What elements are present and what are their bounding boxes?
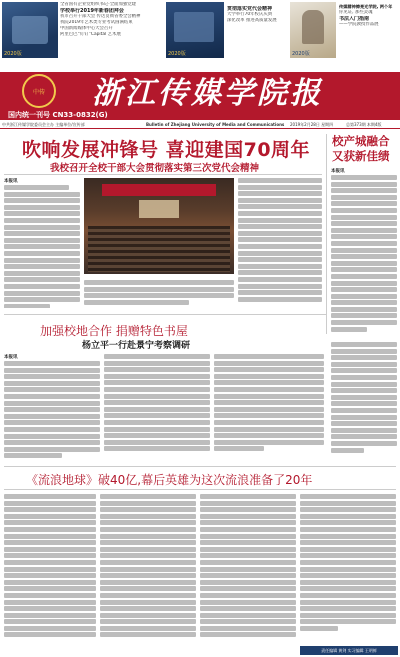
text-line <box>100 586 196 591</box>
text-line <box>300 593 396 598</box>
text-line <box>104 446 210 451</box>
text-line <box>100 527 196 532</box>
thumbnail-figure <box>12 16 48 44</box>
top-headline[interactable]: 我院2019年艺术类专业考试圆满结束 <box>60 20 133 25</box>
text-line <box>100 619 196 624</box>
text-line <box>238 237 322 242</box>
third-headline[interactable]: 《流浪地球》破40亿,幕后英雄为这次流浪准备了20年 <box>26 473 313 487</box>
second-subheadline: 杨立平一行赴景宁考察调研 <box>82 341 191 351</box>
text-line <box>84 300 189 305</box>
issue-info-bar <box>0 120 400 129</box>
text-line <box>4 447 100 452</box>
publication-number-code: CN33-0832(G) <box>52 111 108 119</box>
section-divider <box>4 466 396 467</box>
text-line <box>4 297 80 302</box>
thumbnail-caption: 2020版 <box>4 51 22 57</box>
text-line <box>300 619 396 624</box>
top-headline[interactable]: 阿里巴巴“钉钉”Capital 艺术展 <box>60 32 121 37</box>
top-headline[interactable]: 你见证, 那些灵魂 <box>339 9 373 15</box>
text-line <box>100 613 196 618</box>
top-headline[interactable]: 全省国有企业党组织书记·全面加强党建 <box>60 2 137 7</box>
text-line <box>300 501 396 506</box>
text-line <box>4 420 100 425</box>
text-line <box>4 593 96 598</box>
text-line <box>300 626 338 631</box>
text-line <box>214 374 324 379</box>
top-headline[interactable]: 学校举行2019年新春团拜会 <box>60 8 124 14</box>
lead-subheadline: 我校召开全校干部大会贯彻落实第三次党代会精神 <box>50 163 260 174</box>
text-line <box>331 221 397 226</box>
text-line <box>331 362 397 367</box>
text-line <box>300 606 396 611</box>
text-line <box>300 600 396 605</box>
text-line <box>4 211 80 216</box>
text-line <box>84 293 234 298</box>
top-headline[interactable]: 中国新闻媒体中心大会召开 <box>60 26 113 31</box>
text-line <box>104 413 210 418</box>
top-headline[interactable]: 书法入门指南 <box>339 15 370 22</box>
text-line <box>4 494 96 499</box>
text-line <box>214 433 324 438</box>
text-line <box>100 580 196 585</box>
text-line <box>200 494 296 499</box>
text-line <box>331 208 397 213</box>
text-line <box>4 238 80 243</box>
text-line <box>200 514 296 519</box>
text-line <box>331 382 397 387</box>
text-line <box>331 215 397 220</box>
text-line <box>200 547 296 552</box>
text-line <box>214 367 324 372</box>
text-line <box>300 534 396 539</box>
second-headline[interactable]: 加强校地合作 捐赠特色书屋 <box>40 324 188 338</box>
article-byline: 本报讯 <box>331 169 345 174</box>
text-line <box>331 375 397 380</box>
text-line <box>331 274 397 279</box>
text-line <box>4 520 96 525</box>
english-title: Bulletin of Zhejiang University of Media and Communications <box>146 122 285 127</box>
text-line <box>331 368 397 373</box>
text-line <box>238 198 322 203</box>
text-line <box>4 440 100 445</box>
text-line <box>4 244 80 249</box>
page-footer: 责任编辑 黄剑 实习编辑 王明鲜 <box>300 646 398 655</box>
text-line <box>4 514 96 519</box>
text-line <box>331 320 397 325</box>
section-divider <box>4 314 326 315</box>
text-line <box>331 441 397 446</box>
text-line <box>300 567 396 572</box>
stage-screen <box>139 200 179 218</box>
text-line <box>238 264 322 269</box>
text-line <box>4 427 100 432</box>
text-line <box>100 520 196 525</box>
text-line <box>200 520 296 525</box>
text-line <box>214 394 324 399</box>
text-line <box>4 453 62 458</box>
text-line <box>104 354 210 359</box>
top-thumbnail-2[interactable] <box>166 2 224 58</box>
text-line <box>4 567 96 572</box>
text-line <box>200 553 296 558</box>
text-line <box>331 421 397 426</box>
article-byline: 本报讯 <box>4 179 18 184</box>
text-line <box>238 257 322 262</box>
text-line <box>200 527 296 532</box>
masthead <box>0 72 400 120</box>
text-line <box>200 573 296 578</box>
text-line <box>104 367 210 372</box>
text-line <box>331 228 397 233</box>
text-line <box>4 277 80 282</box>
text-line <box>238 251 322 256</box>
third-article-column <box>100 494 196 644</box>
text-line <box>214 446 264 451</box>
second-article-column <box>4 354 100 460</box>
text-line <box>331 261 397 266</box>
text-line <box>104 380 210 385</box>
text-line <box>300 580 396 585</box>
sidebar-article <box>331 168 397 338</box>
text-line <box>331 182 397 187</box>
text-line <box>331 434 397 439</box>
top-headline[interactable]: 贯彻落实党代会精神 <box>227 6 273 12</box>
text-line <box>200 507 296 512</box>
text-line <box>238 297 322 302</box>
lead-article-bottom <box>84 280 234 310</box>
text-line <box>100 600 196 605</box>
text-line <box>4 507 96 512</box>
text-line <box>200 560 296 565</box>
text-line <box>214 361 324 366</box>
text-line <box>100 501 196 506</box>
text-line <box>4 619 96 624</box>
text-line <box>238 185 322 190</box>
text-line <box>200 619 296 624</box>
text-line <box>238 218 322 223</box>
third-article-column <box>200 494 296 644</box>
text-line <box>200 540 296 545</box>
issue-date: 2019年2月28日 星期四 <box>290 122 334 127</box>
text-line <box>200 593 296 598</box>
publication-number-label: 国内统一刊号 <box>8 111 50 119</box>
text-line <box>104 400 210 405</box>
text-line <box>200 567 296 572</box>
thumbnail-caption: 2020版 <box>168 51 186 57</box>
text-line <box>100 567 196 572</box>
text-line <box>200 501 296 506</box>
text-line <box>214 354 324 359</box>
lead-headline[interactable]: 吹响发展冲锋号 喜迎建国70周年 <box>22 139 311 161</box>
text-line <box>331 415 397 420</box>
text-line <box>331 395 397 400</box>
text-line <box>100 573 196 578</box>
text-line <box>4 580 96 585</box>
top-headlines-2 <box>227 6 287 24</box>
text-line <box>4 600 96 605</box>
second-article-column <box>214 354 324 460</box>
lead-divider <box>4 174 322 175</box>
text-line <box>200 580 296 585</box>
text-line <box>104 387 210 392</box>
top-headline[interactable]: 传媒精神擦亮光学院, 两个年 <box>339 4 393 9</box>
thumbnail-figure <box>174 12 214 42</box>
text-line <box>331 342 397 347</box>
text-line <box>200 626 296 631</box>
text-line <box>100 494 196 499</box>
text-line <box>331 175 397 180</box>
text-line <box>100 553 196 558</box>
text-line <box>4 553 96 558</box>
text-line <box>300 547 396 552</box>
text-line <box>214 420 324 425</box>
text-line <box>100 534 196 539</box>
text-line <box>4 573 96 578</box>
text-line <box>4 434 100 439</box>
text-line <box>4 547 96 552</box>
text-line <box>4 632 96 637</box>
text-line <box>4 271 80 276</box>
text-line <box>331 287 397 292</box>
text-line <box>214 387 324 392</box>
thumbnail-figure <box>302 10 324 44</box>
lead-article-column <box>238 178 322 308</box>
text-line <box>331 349 397 354</box>
text-line <box>4 192 80 197</box>
text-line <box>331 428 397 433</box>
text-line <box>331 307 397 312</box>
audience-rows <box>88 226 230 272</box>
text-line <box>100 626 196 631</box>
text-line <box>100 560 196 565</box>
text-line <box>214 440 324 445</box>
text-line <box>331 388 397 393</box>
text-line <box>104 374 210 379</box>
text-line <box>4 185 69 190</box>
text-line <box>84 280 234 285</box>
text-line <box>200 632 296 637</box>
text-line <box>200 534 296 539</box>
text-line <box>100 593 196 598</box>
text-line <box>100 547 196 552</box>
text-line <box>200 606 296 611</box>
text-line <box>331 195 397 200</box>
sidebar-headline-line: 又获新佳绩 <box>332 149 390 163</box>
text-line <box>4 198 80 203</box>
top-thumbnail-3[interactable] <box>290 2 336 58</box>
text-line <box>300 560 396 565</box>
text-line <box>300 514 396 519</box>
text-line <box>300 573 396 578</box>
text-line <box>214 380 324 385</box>
text-line <box>4 527 96 532</box>
top-headlines-3 <box>339 4 399 28</box>
top-headline[interactable]: ——学院教授作品展 <box>339 21 379 27</box>
text-line <box>100 606 196 611</box>
text-line <box>4 387 100 392</box>
text-line <box>4 407 100 412</box>
text-line <box>214 407 324 412</box>
text-line <box>104 433 210 438</box>
section-divider <box>4 489 396 490</box>
text-line <box>104 420 210 425</box>
text-line <box>214 413 324 418</box>
text-line <box>4 501 96 506</box>
text-line <box>331 234 397 239</box>
text-line <box>238 211 322 216</box>
text-line <box>100 632 196 637</box>
text-line <box>104 361 210 366</box>
top-headline[interactable]: 大学举行70年校庆庆典 <box>227 12 273 17</box>
third-article-column <box>4 494 96 644</box>
text-line <box>300 540 396 545</box>
text-line <box>200 613 296 618</box>
text-line <box>100 507 196 512</box>
text-line <box>4 540 96 545</box>
text-line <box>4 560 96 565</box>
text-line <box>238 178 322 183</box>
text-line <box>4 291 80 296</box>
text-line <box>238 290 322 295</box>
thumbnail-caption: 2020版 <box>292 51 310 57</box>
text-line <box>300 527 396 532</box>
text-line <box>4 231 80 236</box>
masthead-logo: 浙江传媒学院报 <box>92 76 323 111</box>
text-line <box>331 254 397 259</box>
text-line <box>4 225 80 230</box>
issue-number: 总第373期 本期4版 <box>346 122 382 127</box>
text-line <box>238 277 322 282</box>
text-line <box>300 494 396 499</box>
text-line <box>4 304 50 308</box>
text-line <box>331 281 397 286</box>
text-line <box>4 258 80 263</box>
text-line <box>238 244 322 249</box>
text-line <box>104 407 210 412</box>
text-line <box>331 401 397 406</box>
text-line <box>331 241 397 246</box>
second-article-column <box>104 354 210 460</box>
lead-article-column <box>4 178 80 308</box>
text-line <box>331 327 367 332</box>
text-line <box>4 401 100 406</box>
text-line <box>238 224 322 229</box>
text-line <box>200 600 296 605</box>
text-line <box>238 231 322 236</box>
text-line <box>331 201 397 206</box>
text-line <box>4 414 100 419</box>
text-line <box>104 394 210 399</box>
text-line <box>300 520 396 525</box>
top-headline[interactable]: 我市召开干部大会 传达贯彻省委全会精神 <box>60 14 141 19</box>
text-line <box>214 400 324 405</box>
text-line <box>331 448 364 453</box>
text-line <box>4 394 100 399</box>
text-line <box>4 218 80 223</box>
text-line <box>100 514 196 519</box>
text-line <box>238 191 322 196</box>
school-seal-icon: 中传 <box>22 74 56 108</box>
text-line <box>4 284 80 289</box>
text-line <box>104 427 210 432</box>
top-headlines-1 <box>60 2 160 38</box>
text-line <box>331 313 397 318</box>
sidebar-divider <box>326 134 327 334</box>
text-line <box>331 300 397 305</box>
text-line <box>331 408 397 413</box>
text-line <box>200 586 296 591</box>
publisher-info: 中共浙江传媒学院委员会主办 主编单位/宣传部 <box>2 122 85 127</box>
text-line <box>4 361 100 366</box>
top-thumbnail-1[interactable] <box>2 2 58 58</box>
text-line <box>238 204 322 209</box>
text-line <box>4 626 96 631</box>
text-line <box>238 270 322 275</box>
text-line <box>4 205 80 210</box>
text-line <box>84 287 234 292</box>
third-article-column <box>300 494 396 642</box>
sidebar-headline-line: 校产城融合 <box>332 134 390 148</box>
text-line <box>300 613 396 618</box>
top-headline[interactable]: 深化改革 推进高质量发展 <box>227 18 277 23</box>
text-line <box>300 553 396 558</box>
text-line <box>4 251 80 256</box>
text-line <box>4 534 96 539</box>
text-line <box>4 613 96 618</box>
article-byline: 本报讯 <box>4 355 18 360</box>
sidebar-article-continued <box>331 342 397 462</box>
text-line <box>331 294 397 299</box>
lead-photo[interactable] <box>84 178 234 274</box>
text-line <box>4 368 100 373</box>
text-line <box>331 267 397 272</box>
text-line <box>300 586 396 591</box>
text-line <box>4 264 80 269</box>
text-line <box>214 427 324 432</box>
text-line <box>4 586 96 591</box>
text-line <box>331 188 397 193</box>
sidebar-headline[interactable] <box>332 134 390 164</box>
text-line <box>331 355 397 360</box>
text-line <box>4 381 100 386</box>
text-line <box>104 440 210 445</box>
text-line <box>100 540 196 545</box>
text-line <box>4 606 96 611</box>
text-line <box>331 248 397 253</box>
text-line <box>300 507 396 512</box>
text-line <box>4 374 100 379</box>
stage-banner <box>102 184 216 196</box>
text-line <box>238 284 322 289</box>
